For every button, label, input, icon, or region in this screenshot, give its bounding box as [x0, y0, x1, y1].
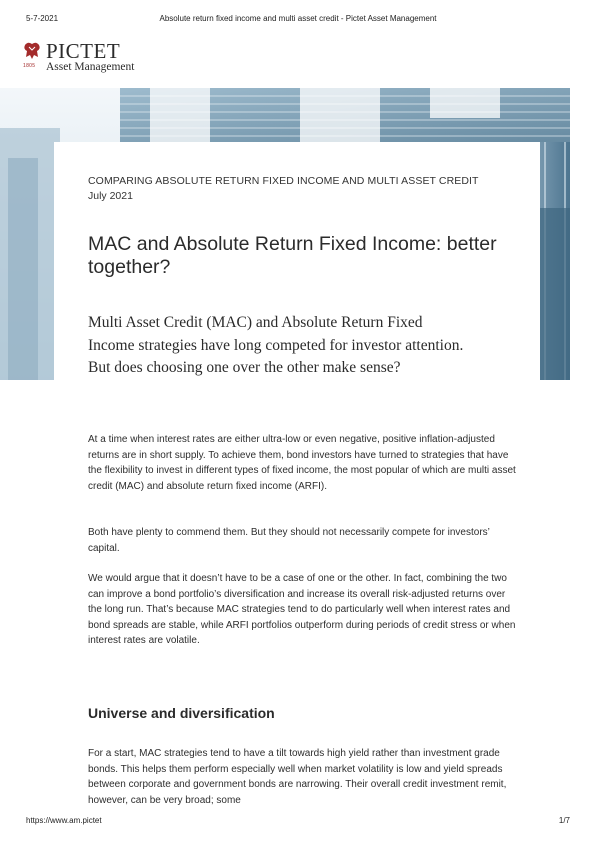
article-headline: MAC and Absolute Return Fixed Income: better together? [88, 233, 497, 278]
pictet-logo[interactable] [22, 40, 162, 76]
logo-subtitle: Asset Management [46, 61, 135, 73]
section-paragraph: For a start, MAC strategies tend to have a tilt towards high yield rather than investment grade bonds. This helps them perform especially well when market volatility is low and yield spreads between corporate and government bonds are narrowing. Their overall credit investment remit, however, can be very broad; some [88, 748, 507, 806]
article-date: July 2021 [88, 190, 133, 202]
logo-brand: PICTET [46, 39, 121, 63]
print-header [26, 14, 570, 26]
print-date: 5-7-2021 [26, 14, 59, 23]
print-document-title: Absolute return fixed income and multi asset credit - Pictet Asset Management [159, 14, 437, 23]
article-paragraph: At a time when interest rates are either ultra-low or even negative, positive inflation-adjusted returns are in short supply. To achieve them, bond investors have turned to strategies that have the flexibility to invest in different types of fixed income, the most popular of which are multi asset credit (MAC) and absolute return fixed income (ARFI). [88, 434, 516, 492]
page-number: 1/7 [558, 816, 570, 825]
section-heading: Universe and diversification [88, 705, 275, 721]
pictet-crest-icon [22, 40, 42, 64]
article-eyebrow: COMPARING ABSOLUTE RETURN FIXED INCOME AND MULTI ASSET CREDIT [88, 175, 479, 187]
print-footer [26, 816, 570, 828]
article-lead: Multi Asset Credit (MAC) and Absolute Return Fixed Income strategies have long competed for investor attention. But does choosing one over the other make sense? [88, 314, 464, 376]
article-paragraph: We would argue that it doesn’t have to be a case of one or the other. In fact, combining the two can improve a bond portfolio’s diversification and increase its overall risk-adjusted returns over the long run. That’s because MAC strategies tend to do particularly well when interest rates and bond spreads are stable, while ARFI portfolios outperform during periods of credit stress or when interest rates are volatile. [88, 573, 516, 646]
logo-year: 1805 [23, 63, 36, 69]
print-url[interactable]: https://www.am.pictet [26, 816, 102, 825]
article-paragraph: Both have plenty to commend them. But they should not necessarily compete for investors’ capital. [88, 527, 490, 554]
